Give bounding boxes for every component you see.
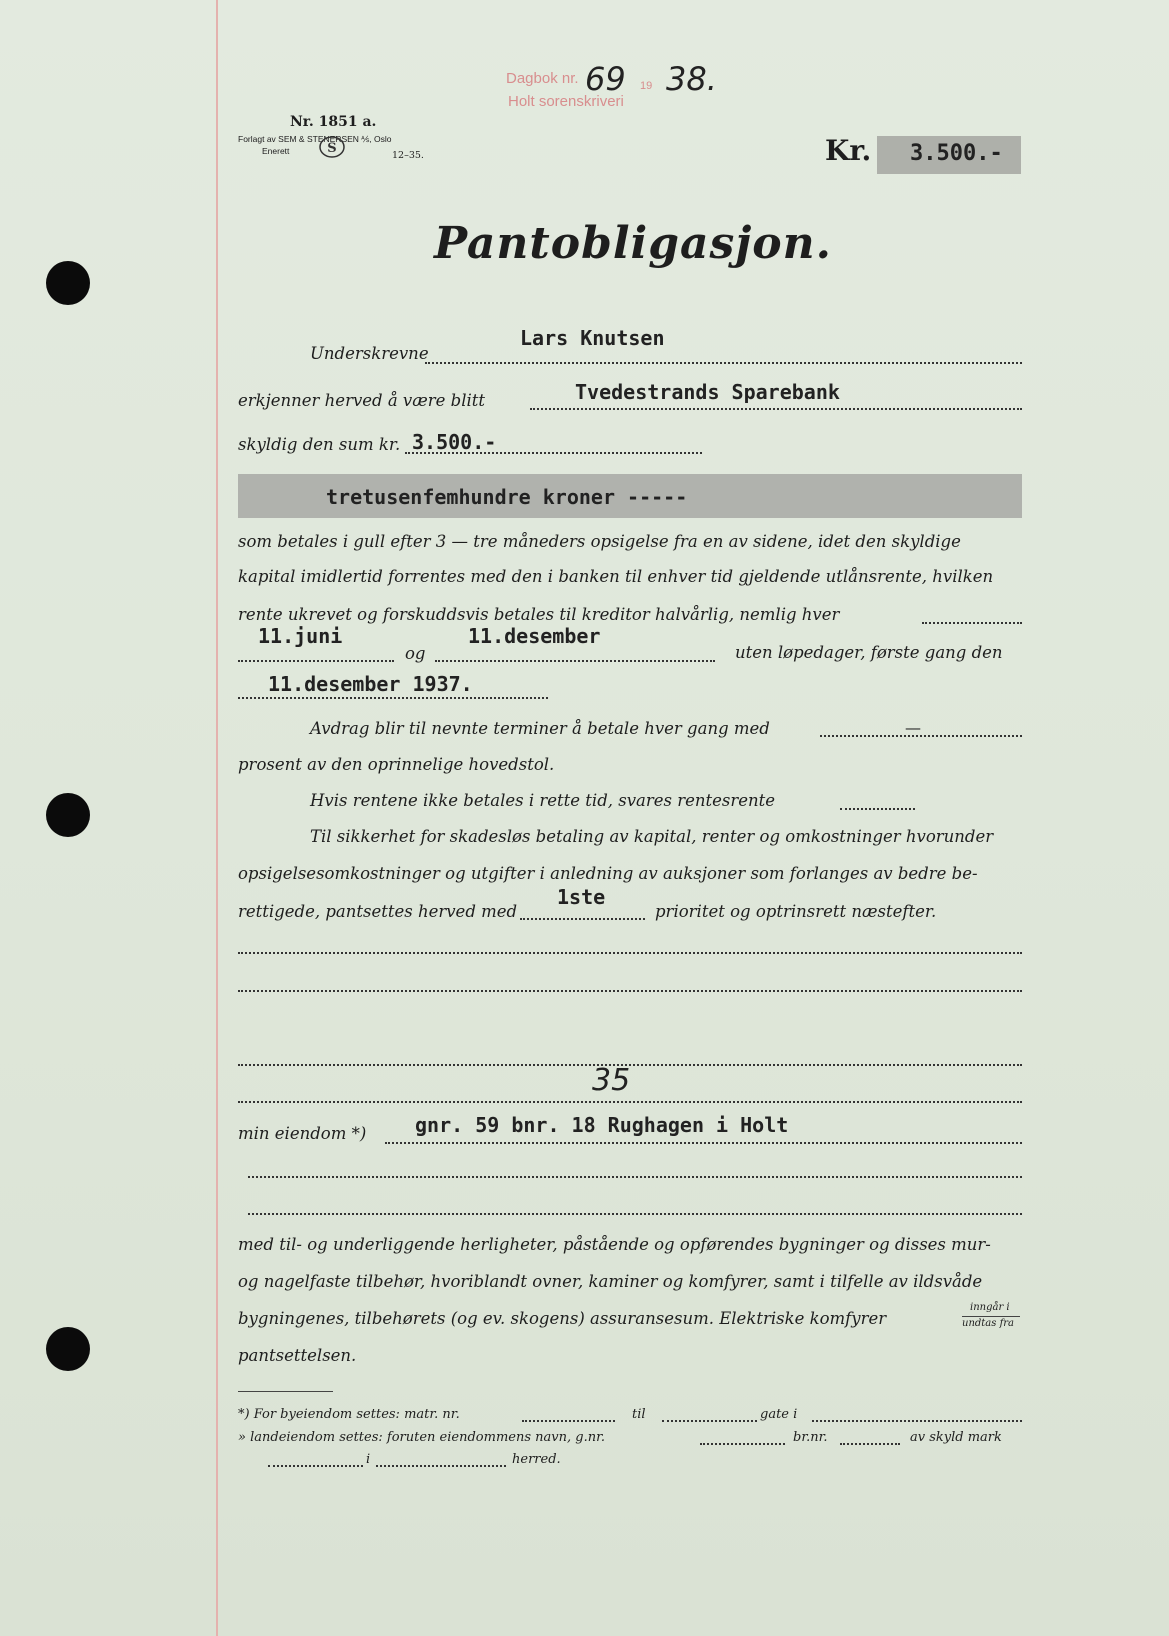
percent-text: prosent av den oprinnelige hovedstol. [238,755,555,774]
punch-hole-top [46,261,90,305]
diary-year: 38. [666,60,717,98]
terms-line-3: rente ukrevet og forskuddsvis betales til kreditor halvårlig, nemlig hver [238,605,840,624]
stamp-line2: Holt sorenskriveri [508,93,624,110]
undersigned-name: Lars Knutsen [520,326,665,350]
diary-number: 69 [585,60,626,98]
property-dotline [385,1142,1022,1144]
svg-text:S: S [327,141,337,156]
form-number: Nr. 1851 a. [290,114,377,130]
footnote-dotline-7 [376,1465,506,1467]
interest-text: Hvis rentene ikke betales i rette tid, svares rentesrente [310,791,776,810]
creditor-name: Tvedestrands Sparebank [575,380,840,404]
document-title: Pantobligasjon. [434,218,832,269]
closing-line-2: og nagelfaste tilbehør, hvoriblandt ovner, kaminer og komfyrer, samt i tilfelle av ildsvåde [238,1272,983,1291]
blank-dotline-1 [238,952,1022,954]
sum-words: tretusenfemhundre kroner ----- [326,485,688,509]
interest-dotline [840,808,915,810]
publisher-line2: Enerett [262,146,290,156]
priority-dotline [520,918,645,920]
security-line-3b: prioritet og optrinsrett næstefter. [655,902,937,921]
payment-date-1: 11.juni [258,624,343,648]
closing-option-top: inngår i [970,1302,1010,1313]
payment-date-2: 11.desember [468,624,601,648]
footnote-dotline-3 [812,1420,1022,1422]
closing-option-divider [962,1316,1020,1317]
date2-dotline [435,660,715,662]
footnote-line-1c: gate i [760,1407,798,1422]
property-dotline-3 [248,1213,1022,1215]
property-label: min eiendom *) [238,1124,367,1143]
terms-dotline [922,622,1022,624]
footnote-line-2b: br.nr. [793,1430,828,1445]
footnote-dotline-1 [522,1420,615,1422]
blank-dotline-2 [238,990,1022,992]
security-line-3a: rettigede, pantsettes herved med [238,902,518,921]
installment-dash: — [905,718,921,737]
publisher-date: 12–35. [392,150,424,161]
footnote-line-3a: i [366,1452,371,1467]
date1-dotline [238,660,394,662]
no-grace-text: uten løpedager, første gang den [735,643,1003,662]
first-payment-date: 11.desember 1937. [268,672,473,696]
closing-option-bottom: undtas fra [962,1318,1015,1329]
publisher-logo-icon [318,135,346,159]
undersigned-dotline [425,362,1022,364]
security-line-1: Til sikkerhet for skadesløs betaling av kapital, renter og omkostninger hvorunder [310,827,994,846]
closing-line-1: med til- og underliggende herligheter, påstående og opførendes bygninger og disses mur- [238,1235,991,1254]
terms-line-1: som betales i gull efter 3 — tre måneders opsigelse fra en av sidene, idet den skyldige [238,532,961,551]
footnote-line-2a: » landeiendom settes: foruten eiendommens navn, g.nr. [238,1430,605,1445]
installment-dotline [820,735,1022,737]
sum-value: 3.500.- [412,430,497,454]
footnote-dotline-2 [662,1420,757,1422]
stamp-year: 19 [640,80,653,92]
closing-line-4: pantsettelsen. [238,1346,357,1365]
margin-line [216,0,218,1636]
footnote-line-2c: av skyld mark [910,1430,1002,1445]
punch-hole-bottom [46,1327,90,1371]
first-date-dotline [238,697,548,699]
terms-line-2: kapital imidlertid forrentes med den i banken til enhver tid gjeldende utlånsrente, hvilken [238,567,994,586]
undersigned-label: Underskrevne [310,344,429,363]
priority-value: 1ste [557,885,606,909]
security-line-2: opsigelsesomkostninger og utgifter i anledning av auksjoner som forlanges av bedre be- [238,864,978,883]
acknowledge-label: erkjenner herved å være blitt [238,391,486,410]
blank-dotline-4 [238,1101,1022,1103]
and-word: og [405,644,426,663]
punch-hole-middle [46,793,90,837]
property-dotline-2 [248,1176,1022,1178]
installment-text: Avdrag blir til nevnte terminer å betale hver gang med [310,719,770,738]
amount-value: 3.500.- [910,141,1003,166]
footnote-dotline-4 [700,1443,785,1445]
footnote-dotline-5 [840,1443,900,1445]
creditor-dotline [530,408,1022,410]
footnote-separator [238,1391,333,1392]
amount-label: Kr. [825,134,872,167]
stamp-line1: Dagbok nr. [506,70,579,87]
footnote-line-1b: til [632,1407,646,1422]
footnote-line-1a: *) For byeiendom settes: matr. nr. [238,1407,460,1422]
closing-line-3: bygningenes, tilbehørets (og ev. skogens) assuransesum. Elektriske komfyrer [238,1309,887,1328]
footnote-line-3b: herred. [512,1452,561,1467]
property-value: gnr. 59 bnr. 18 Rughagen i Holt [415,1113,789,1137]
publisher-line1: Forlagt av SEM & STENERSEN ⅍, Oslo [238,134,392,144]
property-number-note: 35 [592,1063,631,1098]
footnote-dotline-6 [268,1465,363,1467]
sum-label: skyldig den sum kr. [238,435,401,454]
